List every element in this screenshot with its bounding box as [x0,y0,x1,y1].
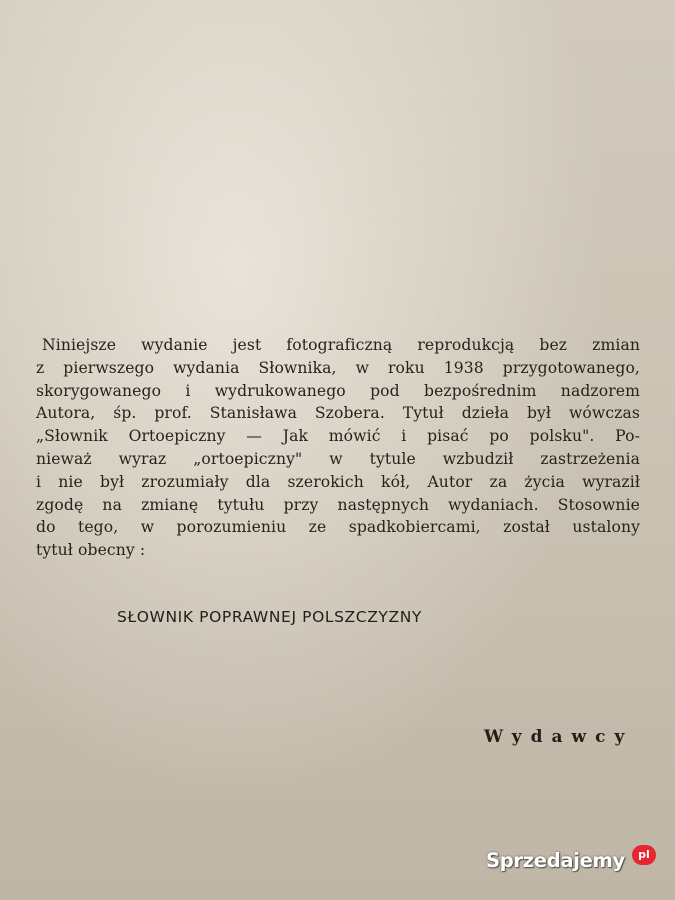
notice-line: nieważ wyraz „ortoepiczny" w tytule wzbudził zastrzeżenia [36,449,640,468]
notice-line: zgodę na zmianę tytułu przy następnych wydaniach. Stosownie [36,495,640,514]
notice-line: skorygowanego i wydrukowanego pod bezpośrednim nadzorem [36,381,640,400]
new-title: SŁOWNIK POPRAWNEJ POLSZCZYZNY [117,608,422,626]
watermark-logo: Sprzedajemy [486,849,625,872]
publisher-signature: Wydawcy [484,727,634,747]
notice-line: tytuł obecny : [36,541,146,560]
notice-line: do tego, w porozumieniu ze spadkobiercami, został ustalony [36,518,640,537]
notice-line: „Słownik Ortoepiczny — Jak mówić i pisać po polsku". Po- [36,427,640,446]
publisher-notice [36,334,640,562]
notice-line: Autora, śp. prof. Stanisława Szobera. Tytuł dzieła był wówczas [36,404,640,423]
watermark-badge-icon: pl [632,845,656,865]
notice-line: z pierwszego wydania Słownika, w roku 1938 przygotowanego, [36,358,640,377]
notice-line: Niniejsze wydanie jest fotograficzną reprodukcją bez zmian [42,336,640,354]
notice-line: i nie był zrozumiały dla szerokich kół, Autor za życia wyraził [36,472,640,491]
